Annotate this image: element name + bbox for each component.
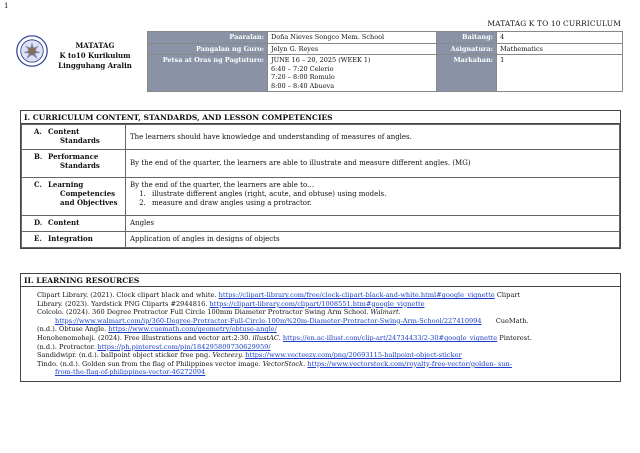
resource-link[interactable]: https://ph.pinterest.com/pin/184295809730629959/: [97, 342, 271, 351]
baitang-value: 4: [497, 32, 623, 44]
asignatura-value: Mathematics: [497, 43, 623, 55]
petsa-value: [268, 55, 437, 92]
resource-line: (n.d.). Protractor. https://ph.pinterest.com/pin/184295809730629959/: [37, 342, 271, 351]
resource-link[interactable]: https://clipart-library.com/clipart/1008551.htm#google_vignette: [209, 299, 425, 308]
petsa-line: 8:00 – 8:40 Abueva: [271, 81, 335, 90]
markahan-value: 1: [497, 55, 623, 92]
learning-resources-section: [20, 273, 621, 382]
lesson-info-table: [147, 31, 623, 92]
row-key: A. Content Standards: [22, 125, 126, 150]
petsa-line: 6:40 – 7:20 Celerio: [271, 64, 334, 73]
list-item: 2. measure and draw angles using a protractor.: [148, 199, 615, 208]
paaralan-value: Doña Nieves Songco Mem. School: [268, 32, 437, 44]
row-value: Application of angles in designs of objects: [126, 232, 620, 248]
row-key: C. Learning Competencies and Objectives: [22, 178, 126, 216]
resource-link[interactable]: from-the-flag-of-philippines-vector-46272094: [55, 368, 206, 377]
petsa-label: Petsa at Oras ng Pagtuturo:: [148, 55, 268, 92]
guro-label: Pangalan ng Guro:: [148, 43, 268, 55]
list-item: 1. illustrate different angles (right, acute, and obtuse) using models.: [148, 190, 615, 199]
table-row: [22, 150, 620, 178]
petsa-line: JUNE 16 – 20, 2025 (WEEK 1): [271, 56, 371, 64]
paaralan-label: Paaralan:: [148, 32, 268, 44]
resource-line: https://www.walmart.com/ip/360-Degree-Protractor-Full-Circle-100m%20m-Diameter-Protractor-Swing-Arm-School/227410994 CueMath.: [55, 316, 529, 325]
curriculum-table: [21, 124, 620, 248]
matatag-title: MATATAG: [75, 41, 115, 50]
row-key: D. Content: [22, 216, 126, 232]
resource-line: Henohenomoheji. (2024). Free illustrations and vector art:2:30. illustAC. https://en.ac-illust.com/clip-art/24734433/2-30#google_vignette Pinterest.: [37, 333, 532, 342]
kurikulum-line: K to10 Kurikulum: [59, 51, 131, 60]
curriculum-title: MATATAG K TO 10 CURRICULUM: [487, 19, 621, 28]
asignatura-label: Asignatura:: [436, 43, 496, 55]
resource-link[interactable]: https://www.cuemath.com/geometry/obtuse-angle/: [108, 325, 277, 334]
resource-line: Clipart Library. (2021). Clock clipart black and white. https://clipart-library.com/free/clock-clipart-black-and-white.html#google_vignette Clipart: [37, 291, 521, 299]
row-value: By the end of the quarter, the learners are able to illustrate and measure different angles. (MG): [126, 150, 620, 178]
row-value: Angles: [126, 216, 620, 232]
resource-link[interactable]: https://www.vectorstock.com/royalty-free-vector/golden- sun-: [307, 359, 512, 368]
resource-line: Colcolo. (2024). 360 Degree Protractor Full Circle 100mm Diameter Protractor Swing Arm School. Walmart.: [37, 308, 401, 317]
table-row: [22, 125, 620, 150]
petsa-line: 7:20 – 8:00 Romulo: [271, 73, 335, 81]
table-row: [22, 232, 620, 248]
deped-seal-icon: [16, 35, 48, 67]
baitang-label: Baitang:: [436, 32, 496, 44]
resource-line: Tindo. (n.d.). Golden sun from the flag of Philippines vector image. VectorStock. https://www.vectorstock.com/royalty-free-vector/golden- sun-: [37, 359, 512, 368]
page-number: 1: [4, 2, 9, 10]
row-value: By the end of the quarter, the learners are able to… 1. illustrate different angles (right, acute, and obtuse) using models. 2. measure and draw angles using a protractor.: [126, 178, 620, 216]
row-key: B. Performance Standards: [22, 150, 126, 178]
resource-line: (n.d.). Obtuse Angle. https://www.cuemath.com/geometry/obtuse-angle/: [37, 325, 277, 334]
resource-link[interactable]: https://clipart-library.com/free/clock-clipart-black-and-white.html#google_vignette: [218, 291, 495, 299]
resources-list: [21, 287, 620, 381]
resource-line: Library. (2023). Yardstick PNG Cliparts #2944816. https://clipart-library.com/clipart/1008551.htm#google_vignette: [37, 299, 425, 308]
markahan-label: Markahan:: [436, 55, 496, 92]
objectives-list: [148, 190, 615, 208]
guro-value: Jelyn G. Reyes: [268, 43, 437, 55]
lingguhang-aralin-line: Lingguhang Aralin: [58, 61, 132, 70]
resource-link[interactable]: https://en.ac-illust.com/clip-art/24734433/2-30#google_vignette: [282, 333, 498, 342]
row-value: The learners should have knowledge and understanding of measures of angles.: [126, 125, 620, 150]
resource-line: Sandidwipr. (n.d.). ballpoint object sticker free png. Vecteezy. https://www.vecteezy.com/png/20693115-ballpoint-object-sticker: [37, 351, 462, 360]
section-title: II. LEARNING RESOURCES: [21, 274, 620, 287]
table-row: [22, 216, 620, 232]
school-block: [55, 41, 135, 71]
section-title: I. CURRICULUM CONTENT, STANDARDS, AND LESSON COMPETENCIES: [21, 111, 620, 124]
table-row: [22, 178, 620, 216]
lesson-header: [15, 31, 623, 98]
curriculum-section: [20, 110, 621, 249]
resource-link[interactable]: https://www.walmart.com/ip/360-Degree-Protractor-Full-Circle-100m%20m-Diameter-Protractor-Swing-Arm-School/227410994: [55, 316, 482, 325]
resource-line: [37, 368, 616, 377]
row-key: E. Integration: [22, 232, 126, 248]
resource-link[interactable]: https://www.vecteezy.com/png/20693115-ballpoint-object-sticker: [245, 351, 462, 360]
